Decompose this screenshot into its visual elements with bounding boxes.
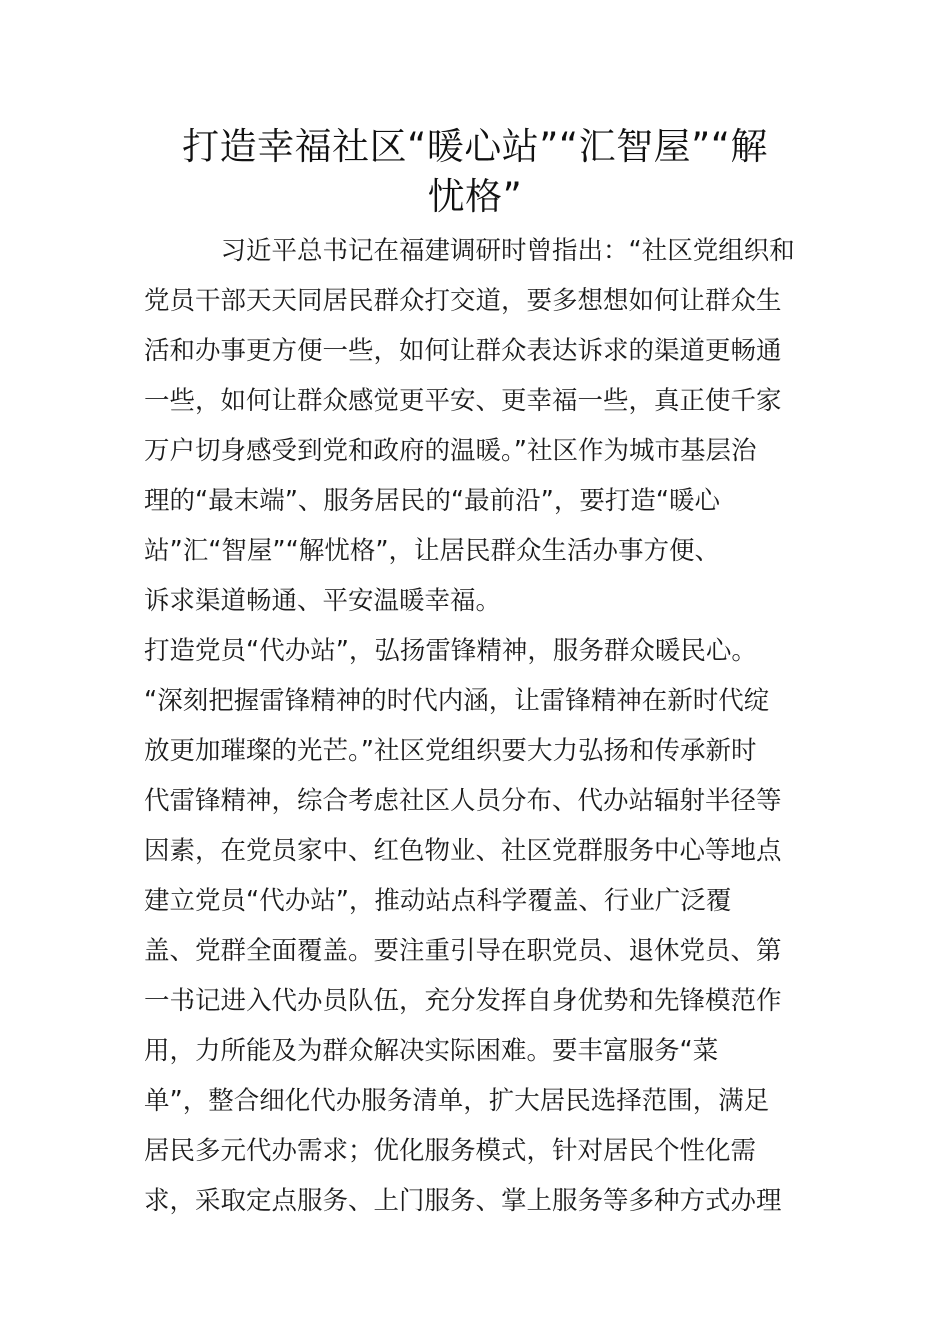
body-line: 单”，整合细化代办服务清单，扩大居民选择范围，满足 (144, 1086, 770, 1116)
body-line: 盖、党群全面覆盖。要注重引导在职党员、退休党员、第 (144, 936, 782, 966)
document-body (144, 226, 814, 1226)
title-line: 忧格” (427, 175, 523, 218)
body-line: 建立党员“代办站”，推动站点科学覆盖、行业广泛覆 (144, 886, 732, 916)
body-line: 习近平总书记在福建调研时曾指出：“社区党组织和 (144, 236, 795, 266)
body-line: 一书记进入代办员队伍，充分发挥自身优势和先锋模范作 (144, 986, 782, 1016)
body-line: 理的“最末端”、服务居民的“最前沿”，要打造“暖心 (144, 486, 721, 516)
body-line: 代雷锋精神，综合考虑社区人员分布、代办站辐射半径等 (144, 786, 782, 816)
body-line: 因素，在党员家中、红色物业、社区党群服务中心等地点 (144, 836, 782, 866)
body-line: 站”汇“智屋”“解忧格”，让居民群众生活办事方便、 (144, 536, 721, 566)
body-line: 党员干部天天同居民群众打交道，要多想想如何让群众生 (144, 286, 782, 316)
body-line: 一些，如何让群众感觉更平安、更幸福一些，真正使千家 (144, 386, 782, 416)
body-line: 放更加璀璨的光芒。”社区党组织要大力弘扬和传承新时 (144, 736, 757, 766)
body-line: 居民多元代办需求；优化服务模式，针对居民个性化需 (144, 1136, 757, 1166)
body-line: “深刻把握雷锋精神的时代内涵，让雷锋精神在新时代绽 (144, 686, 770, 716)
body-line: 诉求渠道畅通、平安温暖幸福。 (144, 586, 502, 616)
body-line: 打造党员“代办站”，弘扬雷锋精神，服务群众暖民心。 (144, 636, 757, 666)
title-line: 打造幸福社区“暖心站”“汇智屋”“解 (182, 125, 768, 168)
body-line: 活和办事更方便一些，如何让群众表达诉求的渠道更畅通 (144, 336, 782, 366)
body-line: 求，采取定点服务、上门服务、掌上服务等多种方式办理 (144, 1186, 782, 1216)
document-title (140, 122, 810, 222)
body-line: 用，力所能及为群众解决实际困难。要丰富服务“菜 (144, 1036, 719, 1066)
body-line: 万户切身感受到党和政府的温暖。”社区作为城市基层治 (144, 436, 757, 466)
